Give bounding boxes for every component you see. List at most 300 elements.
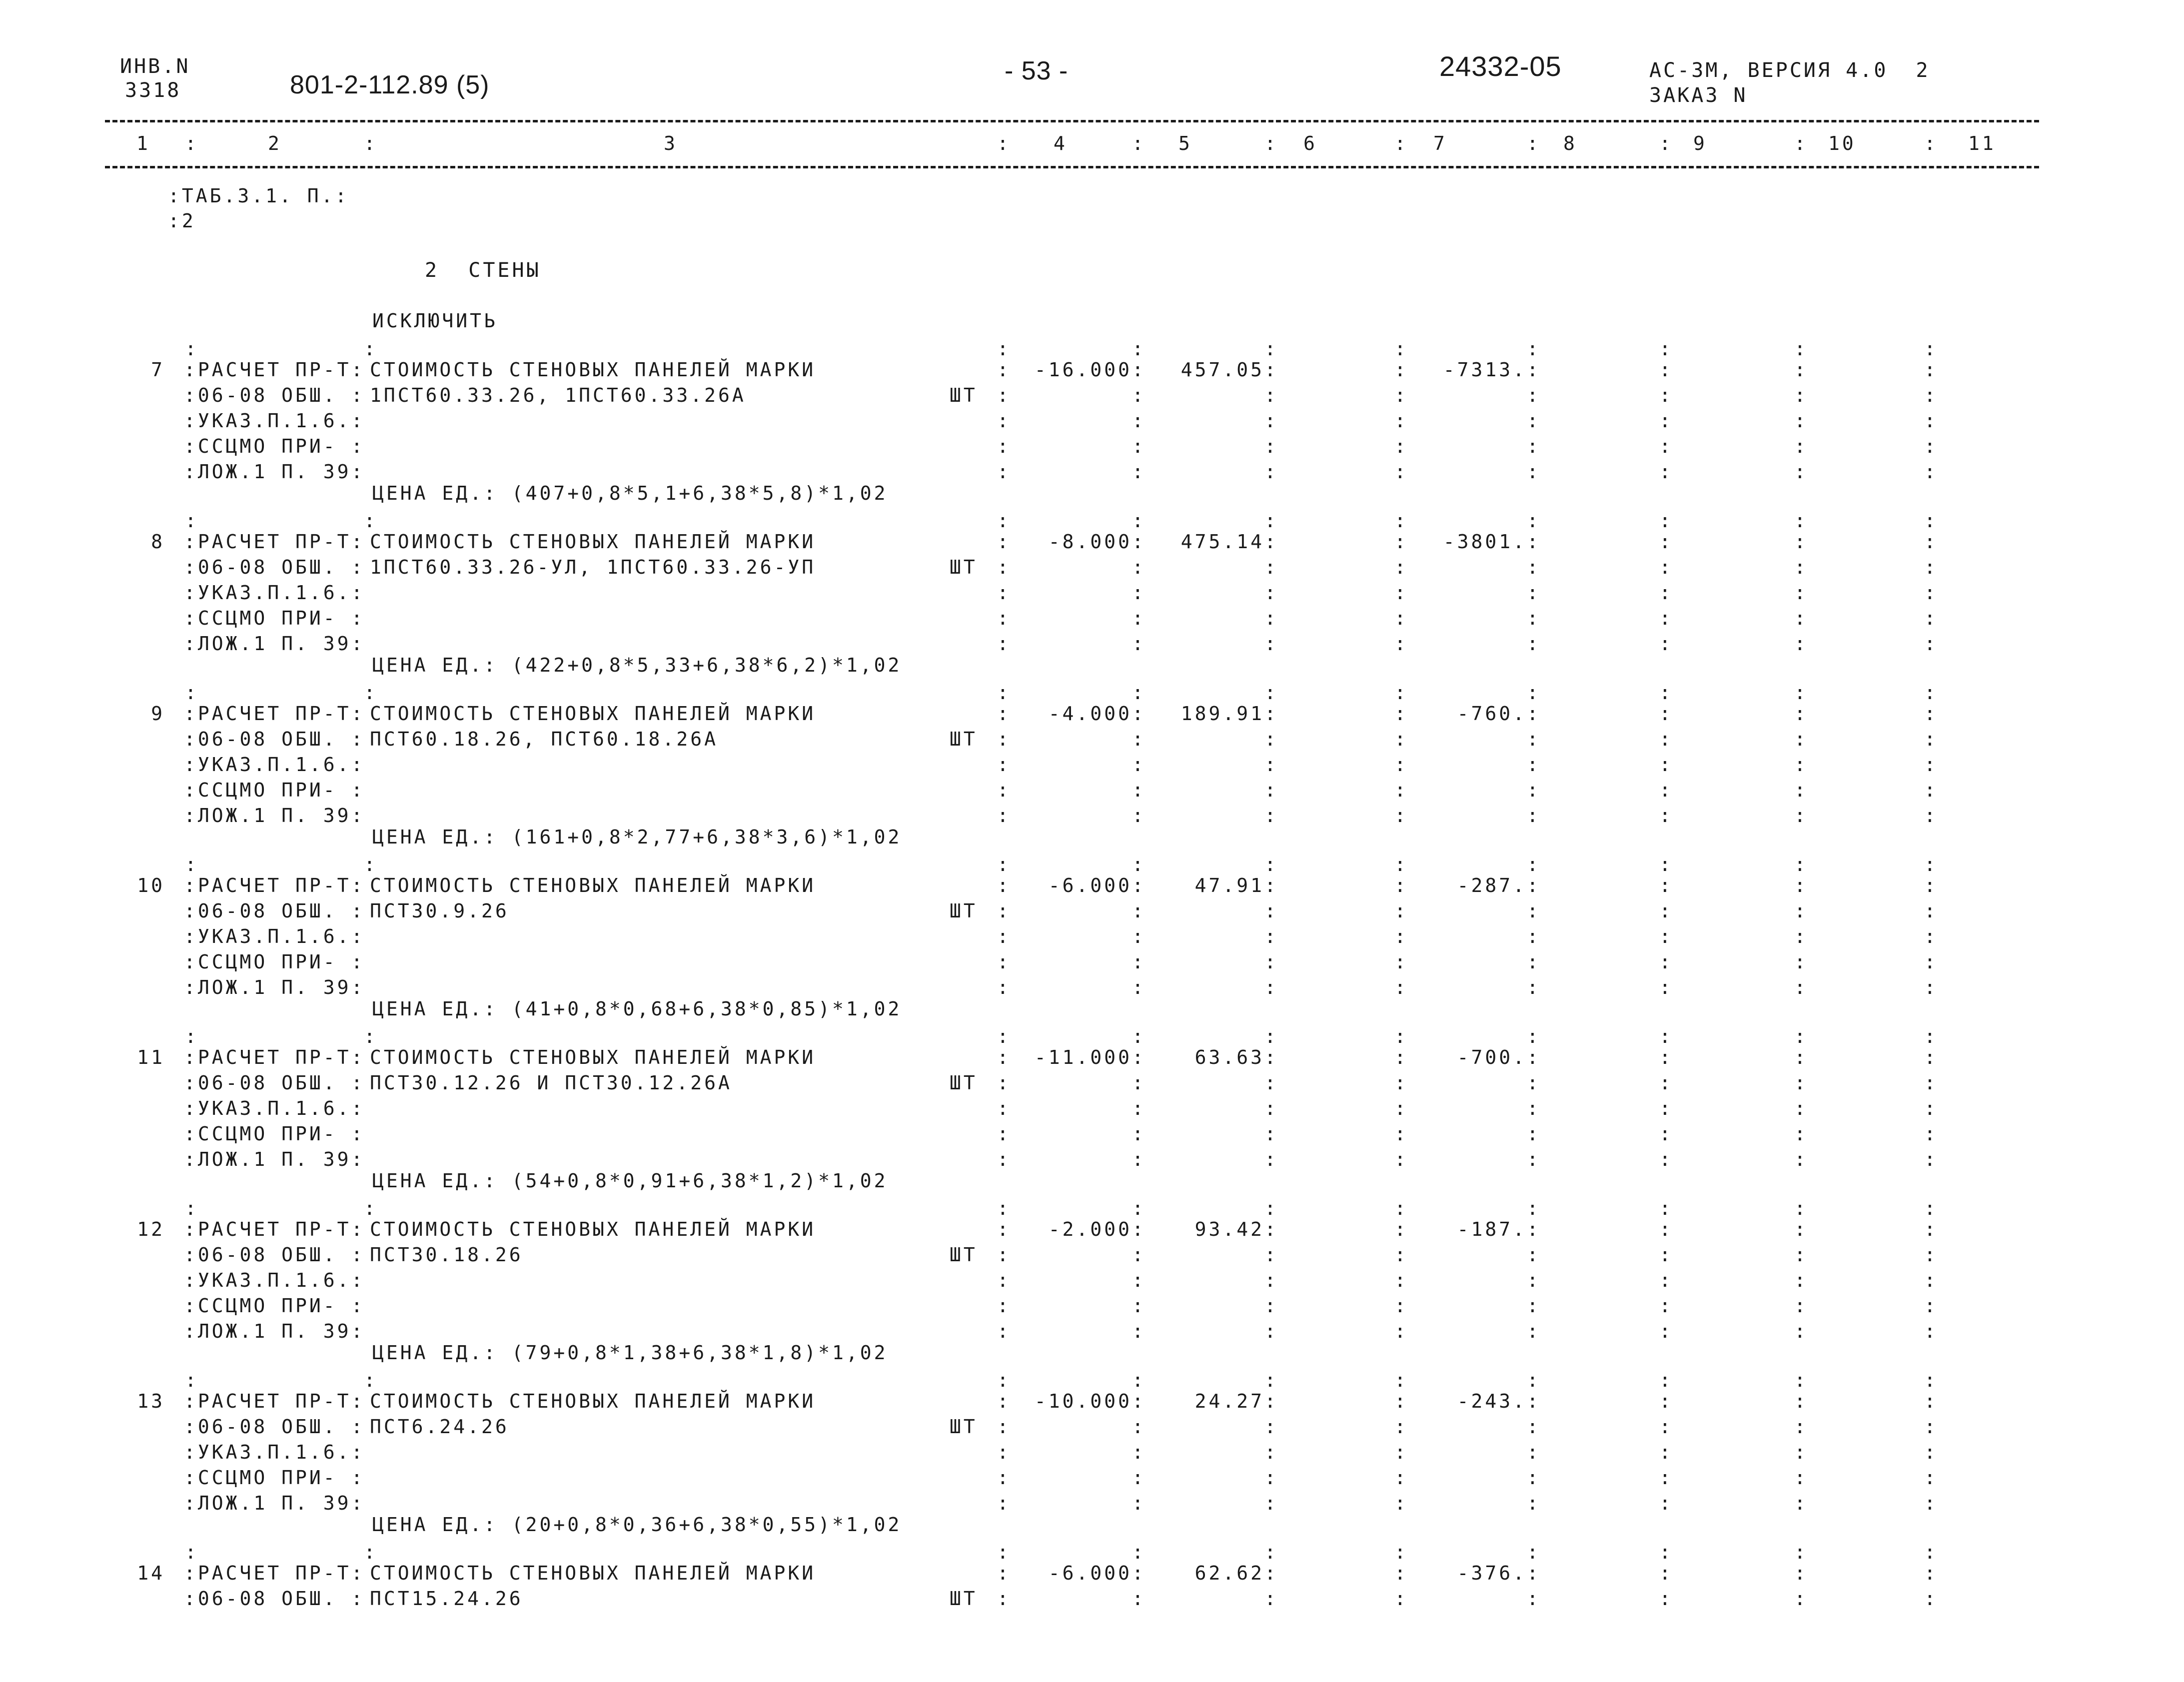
row-separator-top: : [185, 510, 196, 532]
row-description: СТОИМОСТЬ СТЕНОВЫХ ПАНЕЛЕЙ МАРКИ [370, 703, 816, 725]
column-separator: : [1659, 1320, 1671, 1342]
row-total: -700. [1457, 1046, 1527, 1068]
column-separator: : [1659, 900, 1671, 922]
column-separator: : [1527, 1072, 1538, 1094]
column-separator: : [1924, 951, 1936, 973]
column-separator: : [1659, 1244, 1671, 1266]
row-separator-top: : [1794, 1197, 1806, 1219]
row-separator-top: : [1132, 338, 1143, 360]
row-separator-top: : [1924, 1541, 1936, 1563]
row-reference-line: :06-08 ОБШ. : [184, 900, 365, 922]
column-separator: : [1794, 779, 1806, 801]
column-separator: : [1527, 607, 1538, 629]
column-separator: : [1527, 1588, 1538, 1610]
row-reference-line: :РАСЧЕТ ПР-Т: [184, 874, 365, 896]
column-separator: : [1659, 1097, 1671, 1119]
column-separator: : [997, 384, 1009, 406]
column-separator: : [1659, 1148, 1671, 1170]
row-separator-top: : [185, 1541, 196, 1563]
column-separator: : [1132, 728, 1143, 750]
row-unit-price: 63.63 [1194, 1046, 1264, 1068]
column-separator: : [1527, 1441, 1538, 1463]
column-separator: : [1794, 1097, 1806, 1119]
row-separator-top: : [185, 1369, 196, 1391]
column-separator: : [1132, 633, 1143, 655]
column-separator: : [997, 703, 1009, 725]
row-separator-top: : [364, 682, 375, 704]
row-separator-top: : [1794, 338, 1806, 360]
column-separator: : [997, 900, 1009, 922]
column-separator: : [1659, 1390, 1671, 1412]
column-separator: : [1794, 1390, 1806, 1412]
column-separator: : [1394, 925, 1406, 947]
column-separator: : [1394, 1467, 1406, 1489]
column-separator: : [997, 1467, 1009, 1489]
row-separator-top: : [1794, 1541, 1806, 1563]
column-separator: : [1132, 805, 1143, 827]
column-separator: : [1794, 1046, 1806, 1068]
row-separator-top: : [1794, 853, 1806, 875]
column-separator: : [1394, 1492, 1406, 1514]
row-reference-line: :ССЦМО ПРИ- : [184, 951, 365, 973]
column-separator: : [1264, 607, 1276, 629]
row-reference-line: :РАСЧЕТ ПР-Т: [184, 1218, 365, 1240]
row-reference-line: :06-08 ОБШ. : [184, 1244, 365, 1266]
column-separator: : [1394, 359, 1406, 381]
row-reference-line: :06-08 ОБШ. : [184, 1072, 365, 1094]
column-separator: : [1659, 1269, 1671, 1291]
column-separator: : [997, 410, 1009, 432]
column-separator: : [1659, 435, 1671, 457]
row-unit-price: 62.62 [1194, 1562, 1264, 1584]
column-separator: : [1132, 435, 1143, 457]
inventory-label: ИНВ.N [120, 55, 190, 78]
column-separator: : [1394, 384, 1406, 406]
column-separator: : [1527, 435, 1538, 457]
column-separator: : [1794, 1244, 1806, 1266]
column-separator: : [1924, 1492, 1936, 1514]
column-separator: : [1794, 1218, 1806, 1240]
column-number: 7 [1433, 132, 1447, 154]
column-separator: : [1264, 531, 1276, 553]
row-reference-line: :ЛОЖ.1 П. 39: [184, 461, 365, 483]
column-separator: : [1527, 461, 1538, 483]
column-separator: : [1794, 951, 1806, 973]
row-reference-line: :ССЦМО ПРИ- : [184, 1295, 365, 1317]
column-separator: : [1794, 1588, 1806, 1610]
row-unit: ШТ [950, 1072, 978, 1094]
row-unit: ШТ [950, 728, 978, 750]
column-separator: : [1264, 1046, 1276, 1068]
row-separator-top: : [1659, 853, 1671, 875]
column-separator: : [1394, 556, 1406, 578]
row-number: 11 [137, 1046, 165, 1068]
column-separator: : [1794, 1123, 1806, 1145]
row-number: 8 [151, 531, 165, 553]
column-number: 5 [1178, 132, 1192, 154]
column-separator: : [1132, 779, 1143, 801]
column-separator: : [1794, 1562, 1806, 1584]
column-separator: : [1527, 754, 1538, 776]
row-reference-line: :06-08 ОБШ. : [184, 384, 365, 406]
column-separator: : [1659, 1072, 1671, 1094]
column-separator: : [1924, 1148, 1936, 1170]
row-separator-top: : [1264, 1369, 1276, 1391]
column-separator: : [1794, 582, 1806, 604]
column-separator: : [1659, 976, 1671, 998]
column-separator: : [1132, 1097, 1143, 1119]
column-separator: : [1264, 1097, 1276, 1119]
column-separator: : [1394, 1320, 1406, 1342]
row-separator-top: : [364, 510, 375, 532]
row-number: 13 [137, 1390, 165, 1412]
row-separator-top: : [1924, 682, 1936, 704]
row-number: 9 [151, 703, 165, 725]
row-quantity: -4.000 [1048, 703, 1132, 725]
column-separator: : [1394, 805, 1406, 827]
column-separator: : [1394, 1588, 1406, 1610]
column-separator: : [1659, 384, 1671, 406]
column-separator: : [1264, 556, 1276, 578]
column-separator: : [1264, 805, 1276, 827]
column-separator: : [997, 461, 1009, 483]
row-reference-line: :06-08 ОБШ. : [184, 1588, 365, 1610]
row-separator-top: : [1527, 1541, 1538, 1563]
top-divider [105, 120, 2039, 122]
column-separator: : [1394, 582, 1406, 604]
column-separator: : [1659, 1123, 1671, 1145]
column-separator: : [997, 1269, 1009, 1291]
column-separator: : [1394, 1218, 1406, 1240]
column-separator: : [1794, 633, 1806, 655]
column-separator: : [1924, 1588, 1936, 1610]
column-separator: : [1264, 633, 1276, 655]
row-unit-price: 189.91 [1180, 703, 1264, 725]
row-reference-line: :ЛОЖ.1 П. 39: [184, 1148, 365, 1170]
column-separator: : [1527, 556, 1538, 578]
column-separator: : [1659, 633, 1671, 655]
column-separator: : [997, 1320, 1009, 1342]
row-separator-top: : [997, 1025, 1009, 1047]
column-separator: : [1527, 728, 1538, 750]
column-separator: : [1924, 582, 1936, 604]
row-reference-line: :РАСЧЕТ ПР-Т: [184, 359, 365, 381]
column-separator: : [1659, 1218, 1671, 1240]
row-reference-line: :УКАЗ.П.1.6.: [184, 1269, 365, 1291]
column-separator: : [1924, 1416, 1936, 1438]
row-separator-top: : [1659, 1025, 1671, 1047]
column-separator: : [1132, 1072, 1143, 1094]
column-separator: : [1394, 461, 1406, 483]
column-separator: : [1394, 703, 1406, 725]
row-unit: ШТ [950, 1416, 978, 1438]
column-separator: : [1659, 754, 1671, 776]
row-marks: 1ПСТ60.33.26, 1ПСТ60.33.26А [370, 384, 746, 406]
column-separator: : [1264, 359, 1276, 381]
column-separator: : [1132, 1244, 1143, 1266]
column-separator: : [1264, 703, 1276, 725]
column-separator: : [1132, 874, 1143, 896]
column-separator: : [997, 1416, 1009, 1438]
row-separator-top: : [1264, 853, 1276, 875]
row-separator-top: : [1132, 1369, 1143, 1391]
column-separator: : [1394, 633, 1406, 655]
column-separator: : [997, 1046, 1009, 1068]
row-separator-top: : [364, 1369, 375, 1391]
column-separator: : [1132, 1218, 1143, 1240]
column-separator: : [1132, 1320, 1143, 1342]
column-separator: : [1264, 754, 1276, 776]
column-number: 1 [136, 132, 150, 154]
column-separator: : [1132, 1588, 1143, 1610]
column-separator: : [1132, 754, 1143, 776]
column-separator: : [1924, 976, 1936, 998]
column-separator: : [1527, 951, 1538, 973]
document-code: 801-2-112.89 (5) [290, 70, 490, 99]
inventory-number: 3318 [125, 79, 181, 102]
row-separator-top: : [1132, 682, 1143, 704]
column-separator: : [1132, 1416, 1143, 1438]
column-separator: : [997, 556, 1009, 578]
row-reference-line: :УКАЗ.П.1.6.: [184, 582, 365, 604]
row-separator-top: : [1527, 1025, 1538, 1047]
column-number: 3 [664, 132, 678, 154]
column-separator: : [997, 1244, 1009, 1266]
row-separator-top: : [1394, 338, 1406, 360]
row-separator-top: : [1132, 1025, 1143, 1047]
column-number: 10 [1828, 132, 1856, 154]
row-separator-top: : [1659, 338, 1671, 360]
column-separator: : [1132, 359, 1143, 381]
row-reference-line: :ЛОЖ.1 П. 39: [184, 805, 365, 827]
column-separator: : [1794, 728, 1806, 750]
column-separator: : [1394, 951, 1406, 973]
column-separator: : [1659, 1046, 1671, 1068]
row-separator-top: : [1659, 1541, 1671, 1563]
column-separator: : [1132, 976, 1143, 998]
column-separator: : [997, 976, 1009, 998]
row-quantity: -6.000 [1048, 1562, 1132, 1584]
row-description: СТОИМОСТЬ СТЕНОВЫХ ПАНЕЛЕЙ МАРКИ [370, 1046, 816, 1068]
row-separator-top: : [997, 853, 1009, 875]
row-price-formula: ЦЕНА ЕД.: (41+0,8*0,68+6,38*0,85)*1,02 [372, 998, 902, 1020]
row-reference-line: :ЛОЖ.1 П. 39: [184, 976, 365, 998]
column-separator: : [1264, 900, 1276, 922]
row-quantity: -2.000 [1048, 1218, 1132, 1240]
column-separator: : [1794, 359, 1806, 381]
row-reference-line: :РАСЧЕТ ПР-Т: [184, 531, 365, 553]
row-unit: ШТ [950, 556, 978, 578]
column-separator: : [1659, 556, 1671, 578]
row-description: СТОИМОСТЬ СТЕНОВЫХ ПАНЕЛЕЙ МАРКИ [370, 874, 816, 896]
row-quantity: -8.000 [1048, 531, 1132, 553]
column-separator: : [1924, 1218, 1936, 1240]
column-separator: : [1264, 410, 1276, 432]
column-separator: : [1132, 1390, 1143, 1412]
column-separator: : [1394, 1097, 1406, 1119]
column-separator: : [1264, 461, 1276, 483]
row-marks: ПСТ30.12.26 И ПСТ30.12.26А [370, 1072, 732, 1094]
continuation-line-2: :2 [168, 210, 196, 232]
column-separator: : [997, 951, 1009, 973]
column-separator: : [997, 1295, 1009, 1317]
column-separator: : [1924, 633, 1936, 655]
column-separator: : [997, 435, 1009, 457]
row-number: 10 [137, 874, 165, 896]
column-separator: : [1924, 754, 1936, 776]
row-quantity: -10.000 [1034, 1390, 1132, 1412]
row-description: СТОИМОСТЬ СТЕНОВЫХ ПАНЕЛЕЙ МАРКИ [370, 359, 816, 381]
column-separator: : [1794, 925, 1806, 947]
row-reference-line: :УКАЗ.П.1.6.: [184, 754, 365, 776]
column-separator: : [1394, 779, 1406, 801]
column-separator: : [1794, 384, 1806, 406]
row-price-formula: ЦЕНА ЕД.: (161+0,8*2,77+6,38*3,6)*1,02 [372, 826, 902, 848]
row-separator-top: : [1527, 1369, 1538, 1391]
row-marks: ПСТ6.24.26 [370, 1416, 509, 1438]
column-separator: : [1264, 132, 1276, 154]
row-quantity: -11.000 [1034, 1046, 1132, 1068]
row-unit-price: 47.91 [1194, 874, 1264, 896]
row-number: 14 [137, 1562, 165, 1584]
column-separator: : [1264, 1416, 1276, 1438]
column-separator: : [1924, 1320, 1936, 1342]
column-separator: : [997, 359, 1009, 381]
column-separator: : [1132, 582, 1143, 604]
column-separator: : [1394, 976, 1406, 998]
row-price-formula: ЦЕНА ЕД.: (79+0,8*1,38+6,38*1,8)*1,02 [372, 1342, 888, 1364]
column-separator: : [1394, 1148, 1406, 1170]
column-separator: : [997, 1390, 1009, 1412]
column-separator: : [1794, 461, 1806, 483]
column-separator: : [1794, 1416, 1806, 1438]
column-separator: : [1264, 435, 1276, 457]
row-separator-top: : [1659, 1369, 1671, 1391]
row-separator-top: : [1924, 1197, 1936, 1219]
column-separator: : [1924, 1046, 1936, 1068]
column-separator: : [1527, 900, 1538, 922]
column-separator: : [1659, 1467, 1671, 1489]
row-unit-price: 93.42 [1194, 1218, 1264, 1240]
column-separator: : [1527, 132, 1538, 154]
column-separator: : [997, 728, 1009, 750]
column-separator: : [1527, 633, 1538, 655]
column-separator: : [1132, 607, 1143, 629]
row-marks: ПСТ30.9.26 [370, 900, 509, 922]
row-reference-line: :РАСЧЕТ ПР-Т: [184, 1390, 365, 1412]
column-separator: : [1132, 1562, 1143, 1584]
column-separator: : [1264, 1148, 1276, 1170]
row-price-formula: ЦЕНА ЕД.: (407+0,8*5,1+6,38*5,8)*1,02 [372, 482, 888, 504]
column-separator: : [1924, 1123, 1936, 1145]
column-separator: : [997, 805, 1009, 827]
column-separator: : [1924, 703, 1936, 725]
row-total: -7313. [1443, 359, 1527, 381]
column-separator: : [1527, 1416, 1538, 1438]
column-separator: : [1527, 1218, 1538, 1240]
row-description: СТОИМОСТЬ СТЕНОВЫХ ПАНЕЛЕЙ МАРКИ [370, 1218, 816, 1240]
column-separator: : [1264, 1441, 1276, 1463]
column-separator: : [1394, 531, 1406, 553]
row-description: СТОИМОСТЬ СТЕНОВЫХ ПАНЕЛЕЙ МАРКИ [370, 1390, 816, 1412]
column-separator: : [1924, 900, 1936, 922]
column-separator: : [1794, 805, 1806, 827]
row-separator-top: : [364, 1025, 375, 1047]
section-title: 2 СТЕНЫ [425, 259, 541, 282]
row-price-formula: ЦЕНА ЕД.: (422+0,8*5,33+6,38*6,2)*1,02 [372, 654, 902, 676]
row-total: -760. [1457, 703, 1527, 725]
column-separator: : [1394, 1562, 1406, 1584]
row-separator-top: : [185, 1025, 196, 1047]
row-separator-top: : [185, 853, 196, 875]
row-separator-top: : [1264, 338, 1276, 360]
row-separator-top: : [1394, 682, 1406, 704]
column-separator: : [1527, 410, 1538, 432]
column-separator: : [1924, 874, 1936, 896]
column-separator: : [1659, 925, 1671, 947]
row-separator-top: : [1794, 682, 1806, 704]
column-separator: : [997, 1097, 1009, 1119]
column-separator: : [1659, 951, 1671, 973]
column-separator: : [1924, 1390, 1936, 1412]
column-separator: : [1132, 410, 1143, 432]
column-separator: : [1794, 607, 1806, 629]
column-separator: : [1924, 1562, 1936, 1584]
row-reference-line: :ССЦМО ПРИ- : [184, 1467, 365, 1489]
column-separator: : [1132, 1046, 1143, 1068]
column-separator: : [997, 874, 1009, 896]
column-separator: : [997, 607, 1009, 629]
column-separator: : [1264, 1562, 1276, 1584]
row-separator-top: : [1924, 853, 1936, 875]
column-separator: : [1659, 1416, 1671, 1438]
column-number: 8 [1563, 132, 1577, 154]
row-unit: ШТ [950, 900, 978, 922]
column-separator: : [1659, 703, 1671, 725]
column-separator: : [997, 1441, 1009, 1463]
column-separator: : [1132, 900, 1143, 922]
row-separator-top: : [997, 510, 1009, 532]
column-separator: : [1394, 1123, 1406, 1145]
column-separator: : [1794, 1072, 1806, 1094]
column-separator: : [185, 132, 196, 154]
column-separator: : [1264, 1390, 1276, 1412]
column-separator: : [1659, 461, 1671, 483]
row-separator-top: : [1659, 510, 1671, 532]
column-separator: : [1924, 728, 1936, 750]
column-separator: : [1794, 1492, 1806, 1514]
column-separator: : [1794, 556, 1806, 578]
column-separator: : [1794, 1467, 1806, 1489]
column-separator: : [1794, 435, 1806, 457]
row-separator-top: : [364, 1541, 375, 1563]
column-separator: : [1394, 607, 1406, 629]
column-separator: : [1132, 531, 1143, 553]
row-separator-top: : [1659, 682, 1671, 704]
row-price-formula: ЦЕНА ЕД.: (20+0,8*0,36+6,38*0,55)*1,02 [372, 1514, 902, 1536]
row-separator-top: : [364, 338, 375, 360]
column-separator: : [1394, 1244, 1406, 1266]
row-reference-line: :ССЦМО ПРИ- : [184, 779, 365, 801]
row-unit: ШТ [950, 1588, 978, 1610]
column-separator: : [1394, 1416, 1406, 1438]
column-separator: : [1527, 359, 1538, 381]
column-separator: : [1527, 384, 1538, 406]
column-separator: : [1924, 1295, 1936, 1317]
column-separator: : [1794, 1320, 1806, 1342]
row-reference-line: :ССЦМО ПРИ- : [184, 1123, 365, 1145]
column-separator: : [1659, 410, 1671, 432]
